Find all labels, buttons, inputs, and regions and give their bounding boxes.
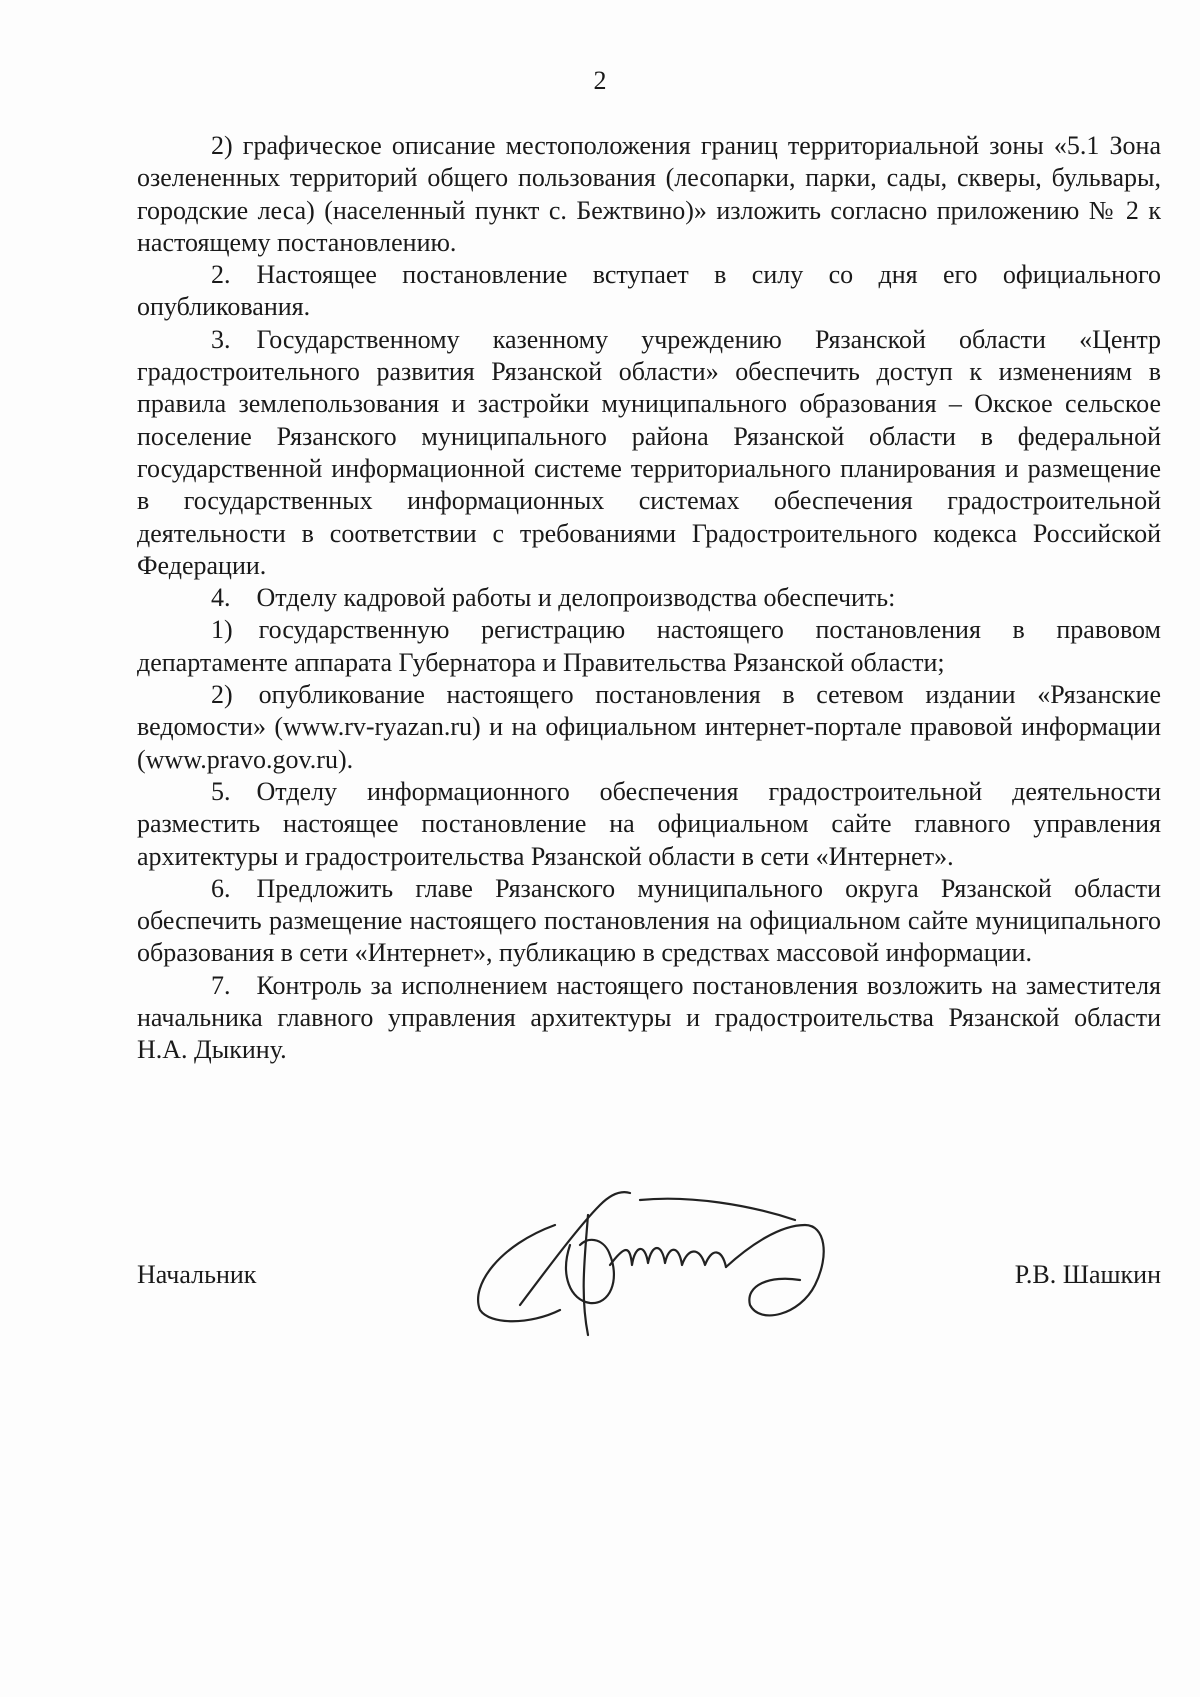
signature-block: [137, 1255, 1161, 1295]
paragraph-1-2-graphic-description: 2) графическое описание местоположения границ территориальной зоны «5.1 Зона озелененных территорий общего пользования (лесопарки, парки, сады, скверы, бульвары, городские леса) (населенный пункт с. Бежтвино)» изложить согласно приложению № 2 к настоящему постановлению.: [137, 131, 1161, 257]
paragraph-4-personnel-department: 4. Отделу кадровой работы и делопроизводства обеспечить:: [211, 583, 896, 613]
paragraph-6-municipal-district: 6. Предложить главе Рязанского муниципального округа Рязанской области обеспечить размещение настоящего постановления на официальном сайте муниципального образования в сети «Интернет», публикацию в средствах массовой информации.: [137, 873, 1161, 968]
document-body: [137, 130, 1161, 1067]
page-number: 2: [593, 66, 607, 95]
paragraph-3-access: 3. Государственному казенному учреждению Рязанской области «Центр градостроительного развития Рязанской области» обеспечить доступ к изменениям в правила землепользования и застройки муниципального образования – Окское сельское поселение Рязанского муниципального района Рязанской области в федеральной государственной информационной системе территориального планирования и размещение в государственных информационных системах обеспечения градостроительной деятельности в соответствии с требованиями Градостроительного кодекса Российской Федерации.: [137, 324, 1161, 580]
paragraph-4-1-registration: 1) государственную регистрацию настоящего постановления в правовом департаменте аппарата Губернатора и Правительства Рязанской области;: [137, 615, 1161, 677]
paragraph-2-effective-date: 2. Настоящее постановление вступает в силу со дня его официального опубликования.: [137, 260, 1161, 322]
signatory-name: Р.В. Шашкин: [1014, 1260, 1161, 1289]
paragraph-4-2-publication: 2) опубликование настоящего постановления в сетевом издании «Рязанские ведомости» (www.rv-ryazan.ru) и на официальном интернет-портале правовой информации (www.pravo.gov.ru).: [137, 680, 1161, 774]
paragraph-7-control: 7. Контроль за исполнением настоящего постановления возложить на заместителя начальника главного управления архитектуры и градостроительства Рязанской области Н.А. Дыкину.: [137, 970, 1161, 1065]
paragraph-5-website: 5. Отделу информационного обеспечения градостроительной деятельности разместить настоящее постановление на официальном сайте главного управления архитектуры и градостроительства Рязанской области в сети «Интернет».: [137, 776, 1161, 871]
signatory-title: Начальник: [137, 1260, 257, 1289]
